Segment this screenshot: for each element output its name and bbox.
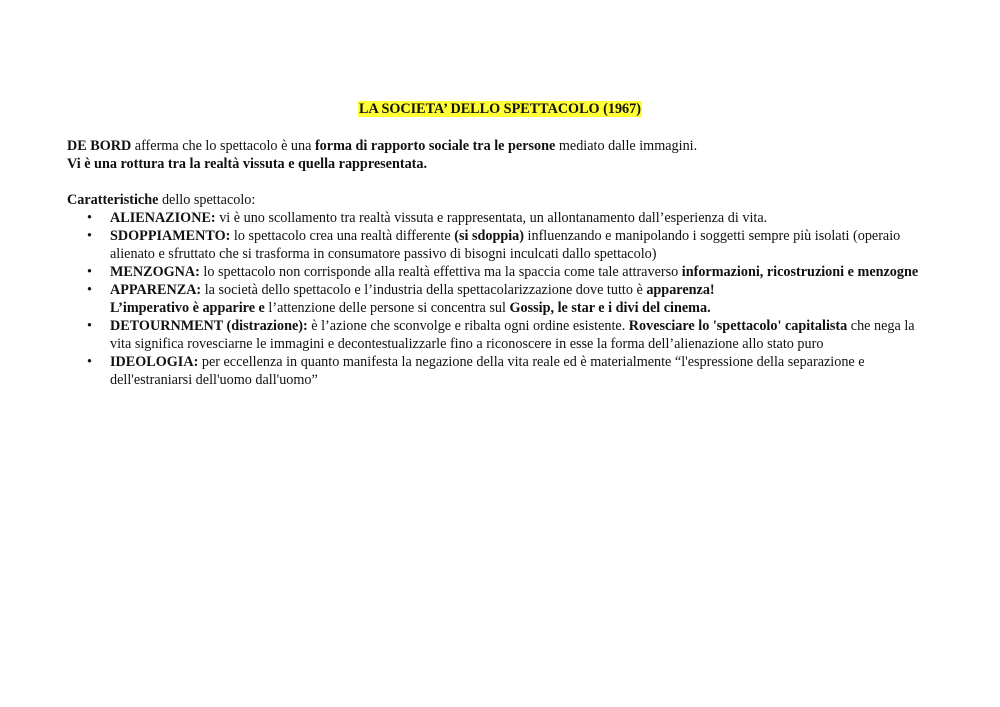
- item-text: che nega la vita significa rovesciarne le immagini e decontestualizzarle fino a riconoscere in esse la forma dell’alienazione allo stato puro: [110, 318, 915, 352]
- item-text: vi è uno scollamento tra realtà vissuta e rappresentata, un allontanamento dall’esperienza di vita.: [215, 210, 768, 226]
- features-heading-text: dello spettacolo:: [158, 192, 256, 208]
- item-text: la società dello spettacolo e l’industria della spettacolarizzazione dove tutto è: [201, 282, 647, 298]
- item-label: SDOPPIAMENTO:: [110, 228, 231, 244]
- bullet-icon: •: [87, 264, 92, 280]
- features-heading-bold: Caratteristiche: [67, 192, 159, 208]
- page-title: [0, 100, 1000, 118]
- document-body: [67, 137, 937, 389]
- spacer: [67, 173, 937, 191]
- item-label: APPARENZA:: [110, 282, 202, 298]
- item-text: influenzando e manipolando i soggetti sempre più isolati (operaio alienato e sfruttato che si trasforma in consumatore passivo di bisogni inculcati dallo spettacolo): [110, 228, 901, 262]
- intro-text: afferma che lo spettacolo è una: [131, 138, 315, 154]
- author-name: DE BORD: [67, 138, 132, 154]
- list-item: [67, 317, 937, 353]
- title-highlight: LA SOCIETA’ DELLO SPETTACOLO (1967): [359, 101, 641, 117]
- features-heading: [67, 191, 937, 209]
- intro-line-2: [67, 155, 937, 173]
- list-item: [67, 353, 937, 389]
- item-label: ALIENAZIONE:: [110, 210, 216, 226]
- item-text: lo spettacolo crea una realtà differente: [230, 228, 455, 244]
- intro-emphasis: forma di rapporto sociale tra le persone: [314, 138, 556, 154]
- item-emphasis: Gossip, le star e i divi del cinema.: [509, 300, 711, 316]
- list-item: [67, 209, 937, 227]
- item-label: IDEOLOGIA:: [110, 354, 199, 370]
- bullet-icon: •: [87, 354, 92, 370]
- item-label: DETOURNMENT (distrazione):: [110, 318, 308, 334]
- intro-thesis: Vi è una rottura tra la realtà vissuta e quella rappresentata.: [67, 156, 428, 172]
- item-text: è l’azione che sconvolge e ribalta ogni ordine esistente.: [307, 318, 629, 334]
- bullet-icon: •: [87, 282, 92, 298]
- bullet-icon: •: [87, 210, 92, 226]
- item-emphasis: apparenza!: [646, 282, 715, 298]
- item-emphasis: (si sdoppia): [454, 228, 524, 244]
- item-text: lo spettacolo non corrisponde alla realtà effettiva ma la spaccia come tale attraverso: [199, 264, 682, 280]
- item-text: l’attenzione delle persone si concentra sul: [264, 300, 510, 316]
- features-list: [67, 209, 937, 389]
- item-emphasis: L’imperativo è apparire e: [110, 300, 265, 316]
- bullet-icon: •: [87, 318, 92, 334]
- intro-text: mediato dalle immagini.: [555, 138, 698, 154]
- list-item: [67, 263, 937, 281]
- list-item: [67, 281, 937, 317]
- item-label: MENZOGNA:: [110, 264, 200, 280]
- item-emphasis: Rovesciare lo 'spettacolo' capitalista: [628, 318, 848, 334]
- item-text: per eccellenza in quanto manifesta la negazione della vita reale ed è materialmente “l'espressione della separazione e dell'estraniarsi dell'uomo dall'uomo”: [110, 354, 865, 388]
- intro-line-1: [67, 137, 937, 155]
- bullet-icon: •: [87, 228, 92, 244]
- list-item: [67, 227, 937, 263]
- item-emphasis: informazioni, ricostruzioni e menzogne: [681, 264, 919, 280]
